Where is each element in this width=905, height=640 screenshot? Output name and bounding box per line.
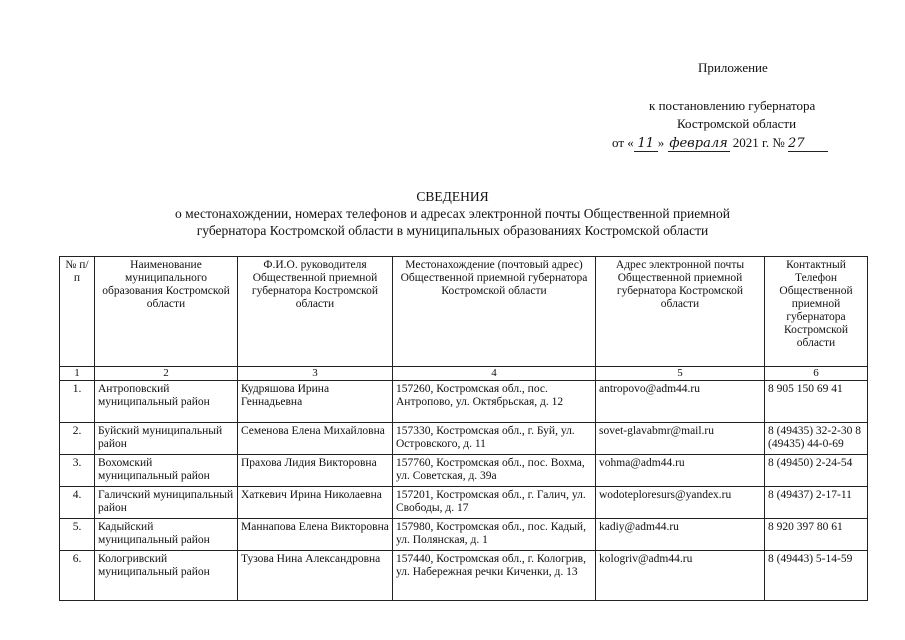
postal-address: 157260, Костромская обл., пос. Антропово, ул. Октябрьская, д. 12 (393, 381, 596, 423)
head-name: Кудряшова Ирина Геннадьевна (238, 381, 393, 423)
table-row (60, 381, 868, 423)
document-title: СВЕДЕНИЯ (416, 189, 489, 204)
header-cell-phone: Контактный Телефон Общественной приемной губернатора Костромской области (765, 257, 868, 367)
postal-address: 157980, Костромская обл., пос. Кадый, ул. Полянская, д. 1 (393, 519, 596, 551)
document-subtitle-line-1: о местонахождении, номерах телефонов и адресах электронной почты Общественной приемной (175, 206, 730, 221)
head-name: Хаткевич Ирина Николаевна (238, 487, 393, 519)
phone-number: 8 (49437) 2-17-11 (765, 487, 868, 519)
reception-offices-table (59, 256, 868, 601)
row-number: 1. (60, 381, 95, 423)
column-number: 1 (60, 367, 95, 381)
municipality-name: Антроповский муниципальный район (95, 381, 238, 423)
column-number: 2 (95, 367, 238, 381)
phone-number: 8 920 397 80 61 (765, 519, 868, 551)
date-day: 11 (634, 136, 658, 152)
table-row (60, 551, 868, 601)
date-prefix: от « (612, 135, 634, 150)
date-month: февраля (669, 136, 728, 151)
row-number: 2. (60, 423, 95, 455)
phone-number: 8 (49443) 5-14-59 (765, 551, 868, 601)
decree-number: 27 (788, 136, 828, 152)
municipality-name: Галичский муниципальный район (95, 487, 238, 519)
phone-number: 8 (49435) 32-2-30 8 (49435) 44-0-69 (765, 423, 868, 455)
column-number-row (60, 367, 868, 381)
municipality-name: Кологривский муниципальный район (95, 551, 238, 601)
head-name: Прахова Лидия Викторовна (238, 455, 393, 487)
phone-number: 8 905 150 69 41 (765, 381, 868, 423)
phone-number: 8 (49450) 2-24-54 (765, 455, 868, 487)
table-row (60, 519, 868, 551)
email-address: kologriv@adm44.ru (596, 551, 765, 601)
table-row (60, 423, 868, 455)
header-cell-number: № п/п (60, 257, 95, 367)
row-number: 5. (60, 519, 95, 551)
table-row (60, 455, 868, 487)
header-cell-head: Ф.И.О. руководителя Общественной приемной губернатора Костромской области (238, 257, 393, 367)
column-number: 6 (765, 367, 868, 381)
email-address: wodoteploresurs@yandex.ru (596, 487, 765, 519)
date-mid: » (657, 135, 665, 150)
column-number: 3 (238, 367, 393, 381)
email-address: sovet-glavabmr@mail.ru (596, 423, 765, 455)
postal-address: 157760, Костромская обл., пос. Вохма, ул. Советская, д. 39а (393, 455, 596, 487)
head-name: Семенова Елена Михайловна (238, 423, 393, 455)
column-number: 5 (596, 367, 765, 381)
postal-address: 157330, Костромская обл., г. Буй, ул. Островского, д. 11 (393, 423, 596, 455)
email-address: vohma@adm44.ru (596, 455, 765, 487)
row-number: 3. (60, 455, 95, 487)
municipality-name: Вохомский муниципальный район (95, 455, 238, 487)
column-number: 4 (393, 367, 596, 381)
postal-address: 157201, Костромская обл., г. Галич, ул. Свободы, д. 17 (393, 487, 596, 519)
header-cell-address: Местонахождение (почтовый адрес) Общественной приемной губернатора Костромской области (393, 257, 596, 367)
header-line-2: Костромской области (677, 116, 797, 131)
head-name: Маннапова Елена Викторовна (238, 519, 393, 551)
date-year: 2021 г. № (732, 135, 785, 150)
head-name: Тузова Нина Александровна (238, 551, 393, 601)
email-address: antropovo@adm44.ru (596, 381, 765, 423)
document-subtitle-line-2: губернатора Костромской области в муниципальных образованиях Костромской области (196, 223, 709, 238)
table-header-row (60, 257, 868, 367)
header-cell-municipality: Наименование муниципального образования Костромской области (95, 257, 238, 367)
municipality-name: Кадыйский муниципальный район (95, 519, 238, 551)
row-number: 4. (60, 487, 95, 519)
decree-date-line (612, 135, 828, 152)
annex-label: Приложение (698, 60, 768, 75)
header-line-1: к постановлению губернатора (649, 98, 816, 113)
row-number: 6. (60, 551, 95, 601)
email-address: kadiy@adm44.ru (596, 519, 765, 551)
municipality-name: Буйский муниципальный район (95, 423, 238, 455)
table-row (60, 487, 868, 519)
header-cell-email: Адрес электронной почты Общественной приемной губернатора Костромской области (596, 257, 765, 367)
postal-address: 157440, Костромская обл., г. Кологрив, ул. Набережная речки Киченки, д. 13 (393, 551, 596, 601)
